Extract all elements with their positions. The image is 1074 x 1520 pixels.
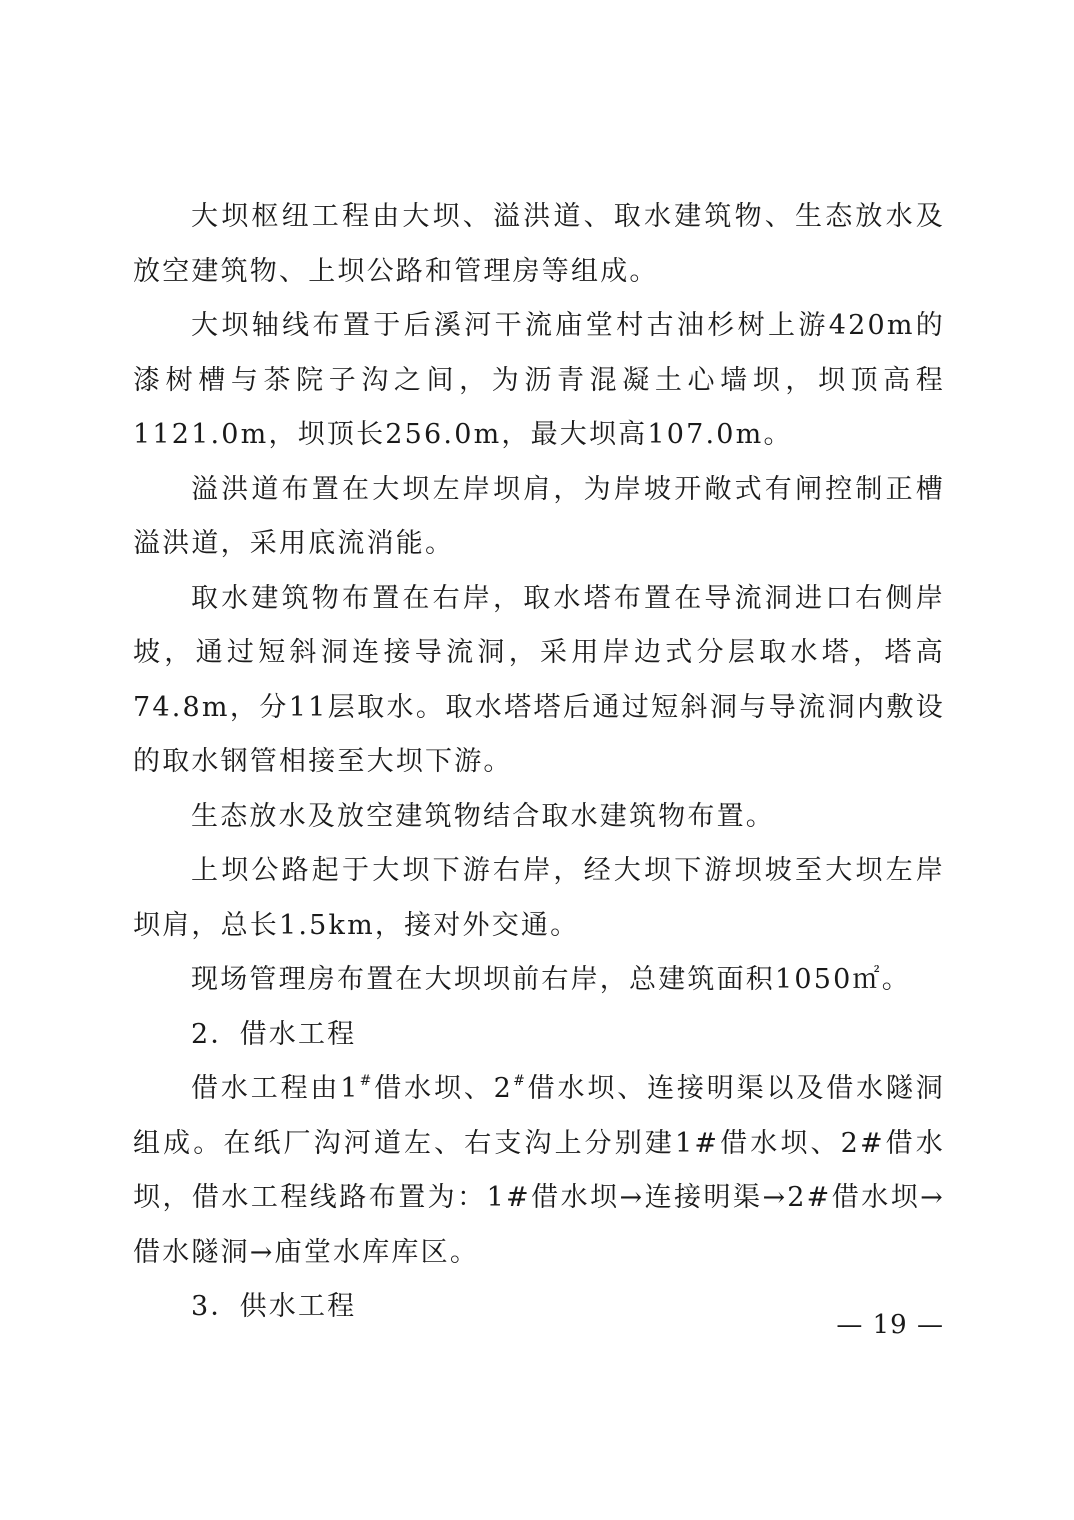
paragraph-management-house: 现场管理房布置在大坝坝前右岸，总建筑面积1050㎡。 — [191, 964, 911, 995]
paragraph-dam-road: 上坝公路起于大坝下游右岸，经大坝下游坝坡至大坝左岸坝肩，总长1.5km，接对外交通。 — [133, 855, 945, 941]
paragraph-ecological-release: 生态放水及放空建筑物结合取水建筑物布置。 — [191, 800, 775, 832]
page-number: — 19 — — [836, 1310, 944, 1340]
borrow-part2: 借水坝、2 — [373, 1073, 514, 1104]
paragraph-dam-hub-composition: 大坝枢纽工程由大坝、溢洪道、取水建筑物、生态放水及放空建筑物、上坝公路和管理房等组成。 — [133, 201, 945, 287]
borrow-sup2: # — [513, 1073, 527, 1089]
section-heading-borrow-water — [133, 1008, 945, 1063]
heading-3-text: 3．供水工程 — [191, 1291, 357, 1322]
body-text — [133, 190, 945, 1335]
paragraph-borrow-water — [133, 1062, 945, 1280]
section-heading-water-supply — [133, 1280, 945, 1335]
borrow-sup1: # — [359, 1073, 374, 1089]
paragraph-intake-structure: 取水建筑物布置在右岸，取水塔布置在导流洞进口右侧岸坡，通过短斜洞连接导流洞，采用岸边式分层取水塔，塔高74.8m，分11层取水。取水塔塔后通过短斜洞与导流洞内敷设的取水钢管相接至大坝下游。 — [133, 582, 945, 777]
borrow-part3: 借水坝、连接明渠以及借水隧洞组成。在纸厂沟河道左、右支沟上分别建1#借水坝、2#借水坝，借水工程线路布置为：1#借水坝→连接明渠→2#借水坝→借水隧洞→庙堂水库库区。 — [133, 1073, 945, 1268]
paragraph-spillway: 溢洪道布置在大坝左岸坝肩，为岸坡开敞式有闸控制正槽溢洪道，采用底流消能。 — [133, 473, 945, 559]
borrow-part1: 借水工程由1 — [191, 1073, 360, 1104]
heading-2-text: 2．借水工程 — [191, 1018, 357, 1050]
paragraph-dam-axis: 大坝轴线布置于后溪河干流庙堂村古油杉树上游420m的漆树槽与茶院子沟之间，为沥青混凝土心墙坝，坝顶高程1121.0m，坝顶长256.0m，最大坝高107.0m。 — [133, 310, 945, 450]
